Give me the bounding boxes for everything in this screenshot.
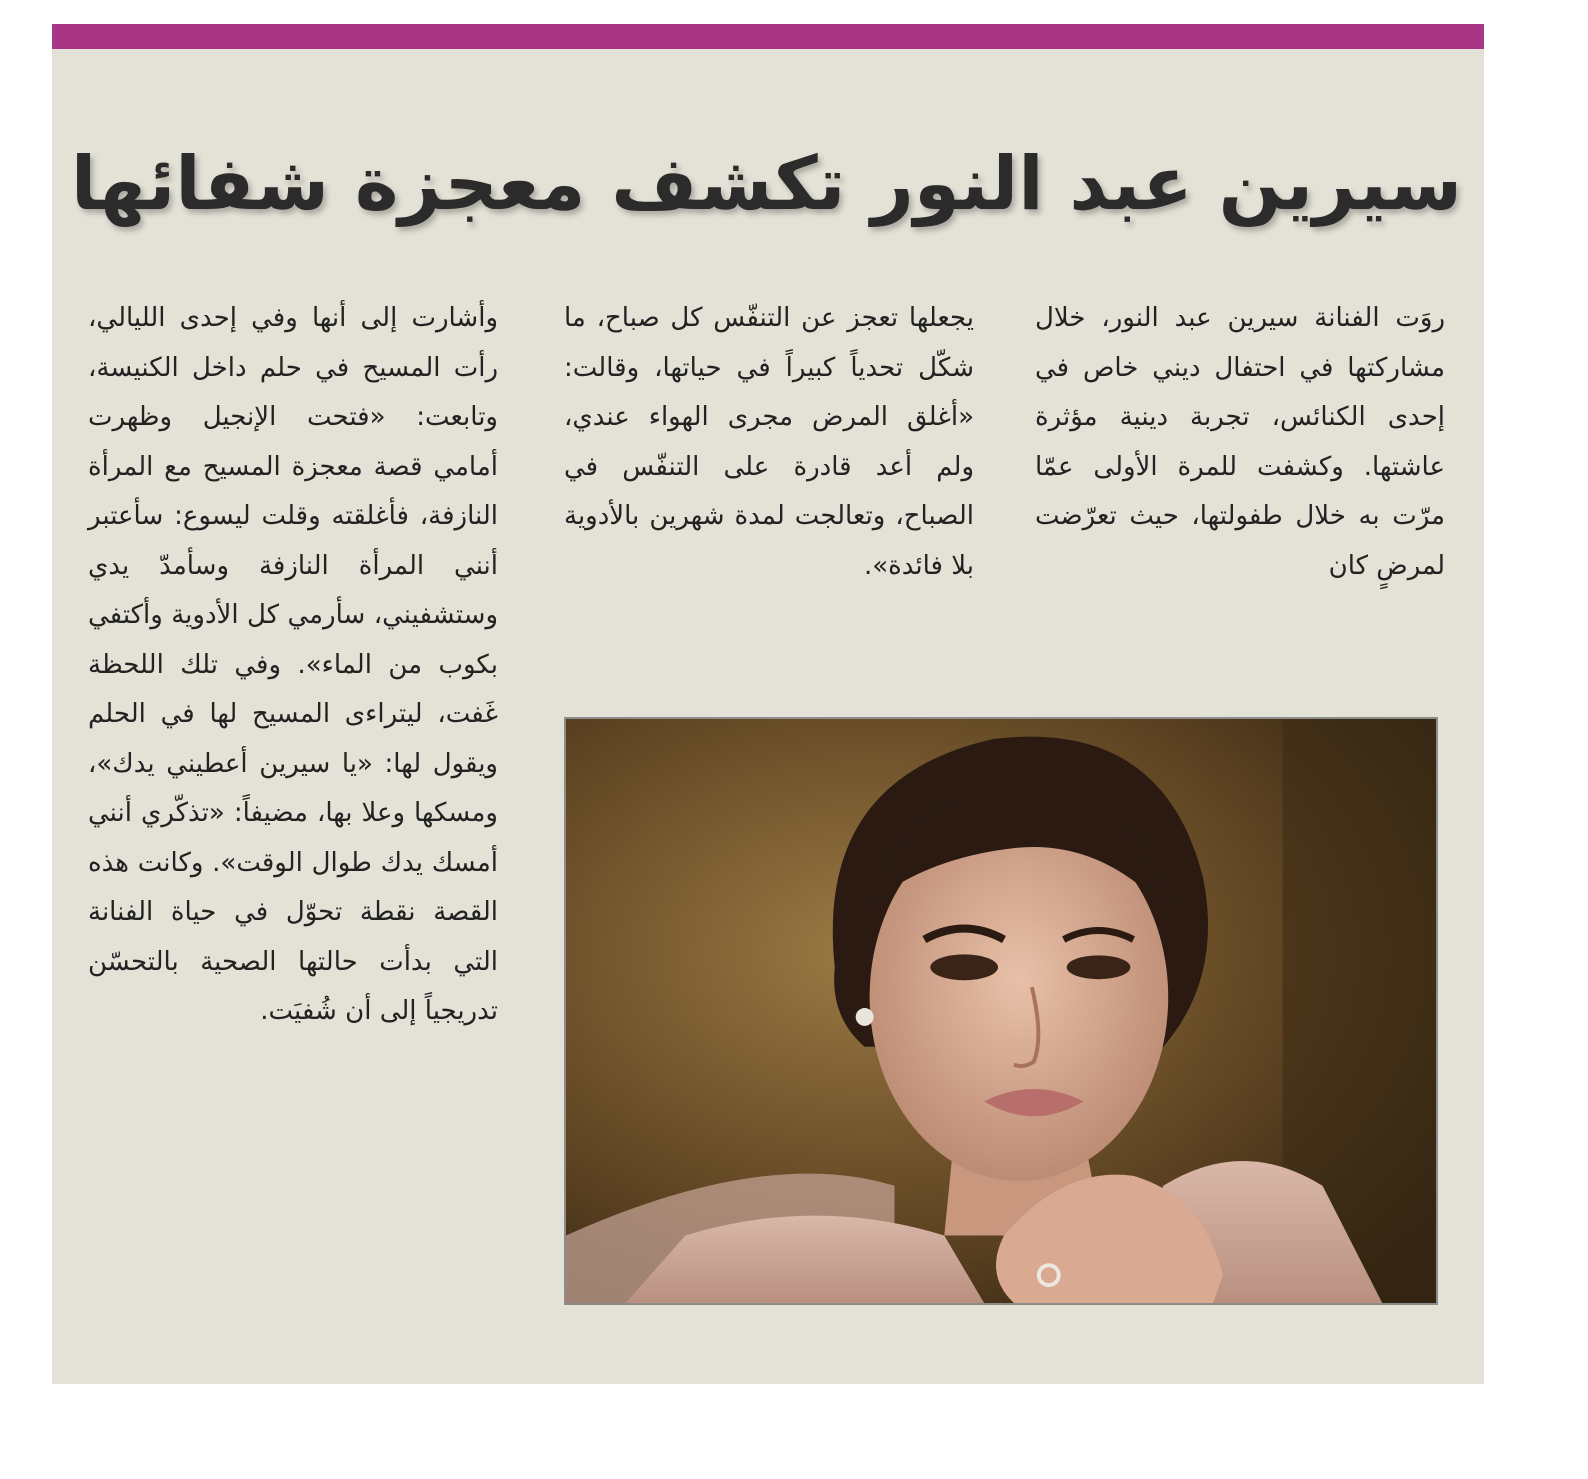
accent-bar [52, 24, 1484, 49]
article-photo [564, 717, 1438, 1305]
article-column-2: يجعلها تعجز عن التنفّس كل صباح، ما شكّل تحدياً كبيراً في حياتها، وقالت: «أغلق المرض مجرى الهواء عندي، ولم أعد قادرة على التنفّس في الصباح، وتعالجت لمدة شهرين بالأدوية بلا فائدة». [564, 303, 974, 581]
article-headline: سيرين عبد النور تكشف معجزة شفائها [70, 141, 1462, 227]
portrait-illustration [566, 719, 1436, 1303]
article-column-1: روَت الفنانة سيرين عبد النور، خلال مشاركتها في احتفال ديني خاص في إحدى الكنائس، تجربة دينية مؤثرة عاشتها. وكشفت للمرة الأولى عمّا مرّت به خلال طفولتها، حيث تعرّضت لمرضٍ كان [1035, 303, 1445, 581]
article-panel [52, 24, 1484, 1384]
article-column-3: وأشارت إلى أنها وفي إحدى الليالي، رأت المسيح في حلم داخل الكنيسة، وتابعت: «فتحت الإنجيل وظهرت أمامي قصة معجزة المسيح مع المرأة النازفة، فأغلقته وقلت ليسوع: سأعتبر أنني المرأة النازفة وسأمدّ يدي وستشفيني، سأرمي كل الأدوية وأكتفي بكوب من الماء». وفي تلك اللحظة غَفت، ليتراءى المسيح لها في الحلم ويقول لها: «يا سيرين أعطيني يدك»، ومسكها وعلا بها، مضيفاً: «تذكّري أنني أمسك يدك طوال الوقت». وكانت هذه القصة نقطة تحوّل في حياة الفنانة التي بدأت حالتها الصحية بالتحسّن تدريجياً إلى أن شُفيَت. [88, 303, 498, 1026]
